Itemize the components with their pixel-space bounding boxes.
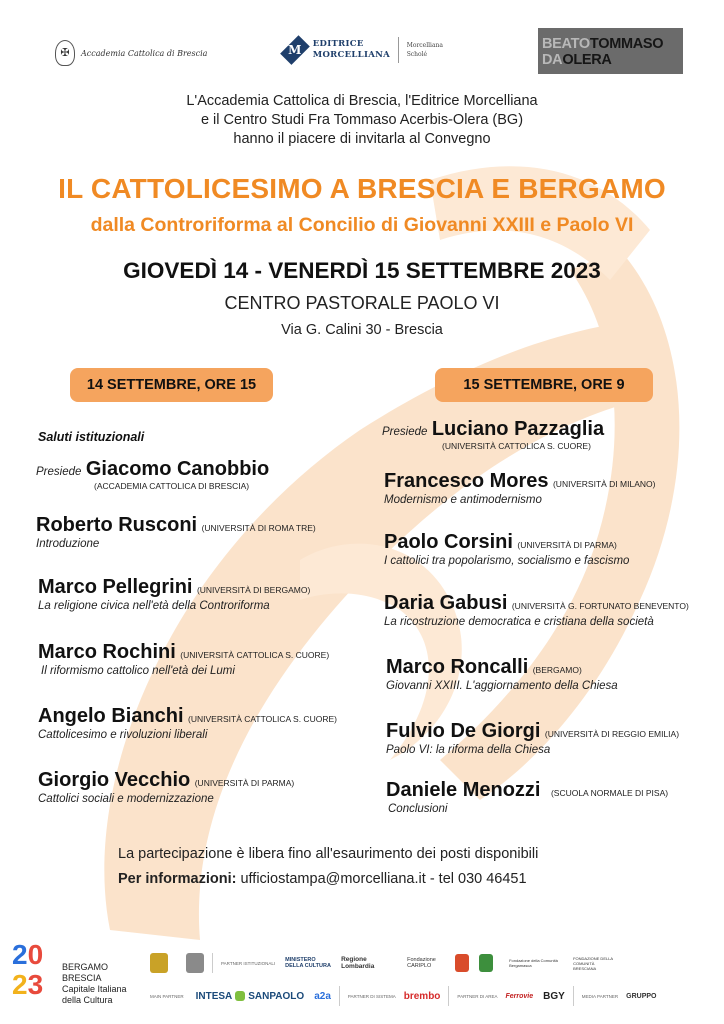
- bgy-logo: BGY: [543, 990, 565, 1002]
- sponsor-row-institutional: [150, 948, 720, 978]
- speaker-affiliation: (UNIVERSITÀ DI ROMA TRE): [201, 523, 316, 533]
- talk-topic: Cattolici sociali e modernizzazione: [38, 793, 214, 805]
- day2-pill: 15 SETTEMBRE, ORE 9: [435, 368, 653, 402]
- morcelliana-line1: EDITRICE: [312, 39, 364, 49]
- day2-talk: [384, 531, 629, 567]
- capitale-label: Capitale Italiana: [62, 984, 127, 994]
- talk-topic: Giovanni XXIII. L'aggiornamento della Chiesa: [386, 680, 618, 692]
- year-digit: 2: [12, 969, 28, 1000]
- intesa-mark-icon: [235, 991, 245, 1001]
- divider: [212, 953, 213, 973]
- day2-chair: [382, 418, 604, 451]
- year-2023-mark: [12, 940, 56, 1000]
- cultura-label: della Cultura: [62, 995, 113, 1005]
- talk-topic: Conclusioni: [388, 803, 448, 815]
- speaker-name: Daria Gabusi: [384, 592, 508, 614]
- chair-name: Giacomo Canobbio: [85, 458, 270, 480]
- sponsor-row-partners: [150, 985, 720, 1007]
- morcelliana-line2: MORCELLIANA: [312, 50, 391, 60]
- bergamo-label: BERGAMO: [62, 962, 109, 972]
- speaker-affiliation: (UNIVERSITÀ DI REGGIO EMILIA): [544, 729, 680, 739]
- chair-name: Luciano Pazzaglia: [431, 418, 605, 440]
- day2-talk: [386, 720, 679, 756]
- fondazione-comunita-bergamasca-logo: Fondazione della Comunità Bergamasca: [509, 958, 558, 968]
- day2-talk: [384, 470, 655, 506]
- year-digit: 3: [27, 969, 44, 1000]
- talk-topic: Introduzione: [36, 538, 100, 550]
- contact-phone: - tel 030 46451: [429, 871, 527, 887]
- intro-line: hanno il piacere di invitarla al Convegno: [233, 131, 491, 147]
- conference-dates: GIOVEDÌ 14 - VENERDÌ 15 SETTEMBRE 2023: [123, 258, 601, 283]
- logo-morcelliana: [283, 32, 443, 68]
- speaker-name: Roberto Rusconi: [36, 514, 198, 536]
- participation-note: La partecipazione è libera fino all'esaurimento dei posti disponibili: [118, 846, 539, 862]
- chair-role: Presiede: [382, 426, 428, 438]
- a2a-logo: a2a: [314, 990, 331, 1002]
- tommaso-word: TOMMASO: [589, 36, 664, 52]
- speaker-name: Paolo Corsini: [384, 531, 513, 553]
- logo-beato-tommaso: [538, 28, 683, 74]
- morcelliana-sub1: Morcelliana: [406, 42, 443, 49]
- brembo-logo: brembo: [403, 990, 441, 1002]
- morcelliana-divider: [398, 37, 399, 63]
- fondazione-cariplo-logo: Fondazione CARIPLO: [407, 957, 436, 969]
- day1-talk: [38, 705, 337, 741]
- beato-word: BEATO: [542, 36, 590, 52]
- divider: [573, 986, 574, 1006]
- day1-talk: [38, 576, 310, 612]
- speaker-name: Fulvio De Giorgi: [386, 720, 541, 742]
- speaker-affiliation: (UNIVERSITÀ DI BERGAMO): [196, 585, 311, 595]
- talk-topic: Cattolicesimo e rivoluzioni liberali: [38, 729, 208, 741]
- speaker-affiliation: (UNIVERSITÀ G. FORTUNATO BENEVENTO): [511, 601, 689, 611]
- day2-talk: [386, 779, 668, 815]
- intro-line: e il Centro Studi Fra Tommaso Acerbis-Olera (BG): [200, 112, 524, 128]
- saluti-istituzionali: Saluti istituzionali: [38, 430, 145, 444]
- da-word: DA: [542, 52, 563, 68]
- day2-talk: [386, 656, 618, 692]
- speaker-affiliation: (UNIVERSITÀ CATTOLICA S. CUORE): [180, 650, 330, 660]
- contact-email[interactable]: ufficiostampa@morcelliana.it: [240, 871, 426, 887]
- sanpaolo-logo: SANPAOLO: [248, 990, 305, 1002]
- chair-role: Presiede: [36, 466, 82, 478]
- ferrovie-logo: Ferrovie: [505, 992, 534, 1000]
- speaker-affiliation: (BERGAMO): [532, 665, 582, 675]
- day1-talk: [38, 641, 329, 677]
- area-partner-label: PARTNER DI AREA: [457, 993, 498, 999]
- contact-info: [118, 871, 527, 887]
- speaker-name: Angelo Bianchi: [38, 705, 184, 727]
- fondazione-comunita-bresciana-logo: FONDAZIONE DELLA COMUNITÀ BRESCIANA: [573, 955, 613, 971]
- talk-topic: La ricostruzione democratica e cristiana della società: [384, 616, 654, 628]
- morcelliana-sub2: Scholé: [406, 51, 428, 58]
- divider: [448, 986, 449, 1006]
- day1-pill: 14 SETTEMBRE, ORE 15: [70, 368, 273, 402]
- chair-affiliation: (UNIVERSITÀ CATTOLICA S. CUORE): [442, 441, 591, 451]
- venue-name: CENTRO PASTORALE PAOLO VI: [224, 293, 500, 313]
- speaker-name: Daniele Menozzi: [386, 779, 541, 801]
- crest-icon: ✠: [55, 40, 75, 66]
- year-digit: 0: [27, 939, 44, 970]
- venue-address: Via G. Calini 30 - Brescia: [281, 322, 443, 338]
- day1-talk: [38, 769, 294, 805]
- info-label: Per informazioni:: [118, 871, 237, 887]
- year-digit: 2: [12, 939, 28, 970]
- regione-lombardia-logo: Regione Lombardia: [341, 956, 375, 970]
- speaker-affiliation: (UNIVERSITÀ CATTOLICA S. CUORE): [188, 714, 337, 724]
- gruppo-media-logo: GRUPPO: [626, 992, 657, 1000]
- day1-chair: [36, 458, 269, 491]
- talk-topic: Il riformismo cattolico nell'età dei Lumi: [41, 665, 235, 677]
- divider: [339, 986, 340, 1006]
- provincia-crest-icon: [455, 954, 469, 972]
- intro-text: [0, 92, 724, 149]
- system-partner-label: PARTNER DI SISTEMA: [347, 993, 396, 999]
- ministero-cultura-logo: MINISTERO DELLA CULTURA: [285, 957, 331, 969]
- morcelliana-m-icon: M: [280, 35, 310, 65]
- conference-subtitle: dalla Controriforma al Concilio di Giovanni XXIII e Paolo VI: [90, 214, 634, 236]
- comune-bergamo-crest-icon: [150, 953, 168, 973]
- provincia-brescia-crest-icon: [479, 954, 493, 972]
- intesa-logo: INTESA: [195, 990, 233, 1002]
- speaker-affiliation: (SCUOLA NORMALE DI PISA): [550, 788, 669, 798]
- media-partner-label: MEDIA PARTNER: [581, 993, 619, 999]
- speaker-affiliation: (UNIVERSITÀ DI PARMA): [194, 778, 295, 788]
- speaker-name: Marco Rochini: [38, 641, 176, 663]
- brescia-label: BRESCIA: [62, 973, 102, 983]
- speaker-name: Marco Pellegrini: [38, 576, 193, 598]
- talk-topic: La religione civica nell'età della Controriforma: [38, 600, 270, 612]
- talk-topic: Paolo VI: la riforma della Chiesa: [386, 744, 551, 756]
- speaker-affiliation: (UNIVERSITÀ DI MILANO): [552, 479, 656, 489]
- speaker-name: Marco Roncalli: [386, 656, 529, 678]
- chair-affiliation: (ACCADEMIA CATTOLICA DI BRESCIA): [94, 481, 250, 491]
- accademia-logo-text: Accademia Cattolica di Brescia: [81, 48, 208, 58]
- talk-topic: Modernismo e antimodernismo: [384, 494, 542, 506]
- bergamo-brescia-logo: [12, 940, 132, 1010]
- talk-topic: I cattolici tra popolarismo, socialismo e fascismo: [384, 555, 630, 567]
- day1-talk: [36, 514, 316, 550]
- logo-accademia: [55, 38, 215, 68]
- speaker-name: Giorgio Vecchio: [38, 769, 191, 791]
- main-partner-label: MAIN PARTNER: [150, 993, 184, 999]
- intro-line: L'Accademia Cattolica di Brescia, l'Editrice Morcelliana: [186, 93, 538, 109]
- day2-talk: [384, 592, 689, 628]
- comune-brescia-crest-icon: [186, 953, 204, 973]
- conference-title: IL CATTOLICESIMO A BRESCIA E BERGAMO: [58, 173, 666, 204]
- olera-word: OLERA: [562, 52, 612, 68]
- speaker-name: Francesco Mores: [384, 470, 549, 492]
- institutional-partners-label: PARTNER ISTITUZIONALI: [221, 960, 276, 966]
- speaker-affiliation: (UNIVERSITÀ DI PARMA): [517, 540, 617, 550]
